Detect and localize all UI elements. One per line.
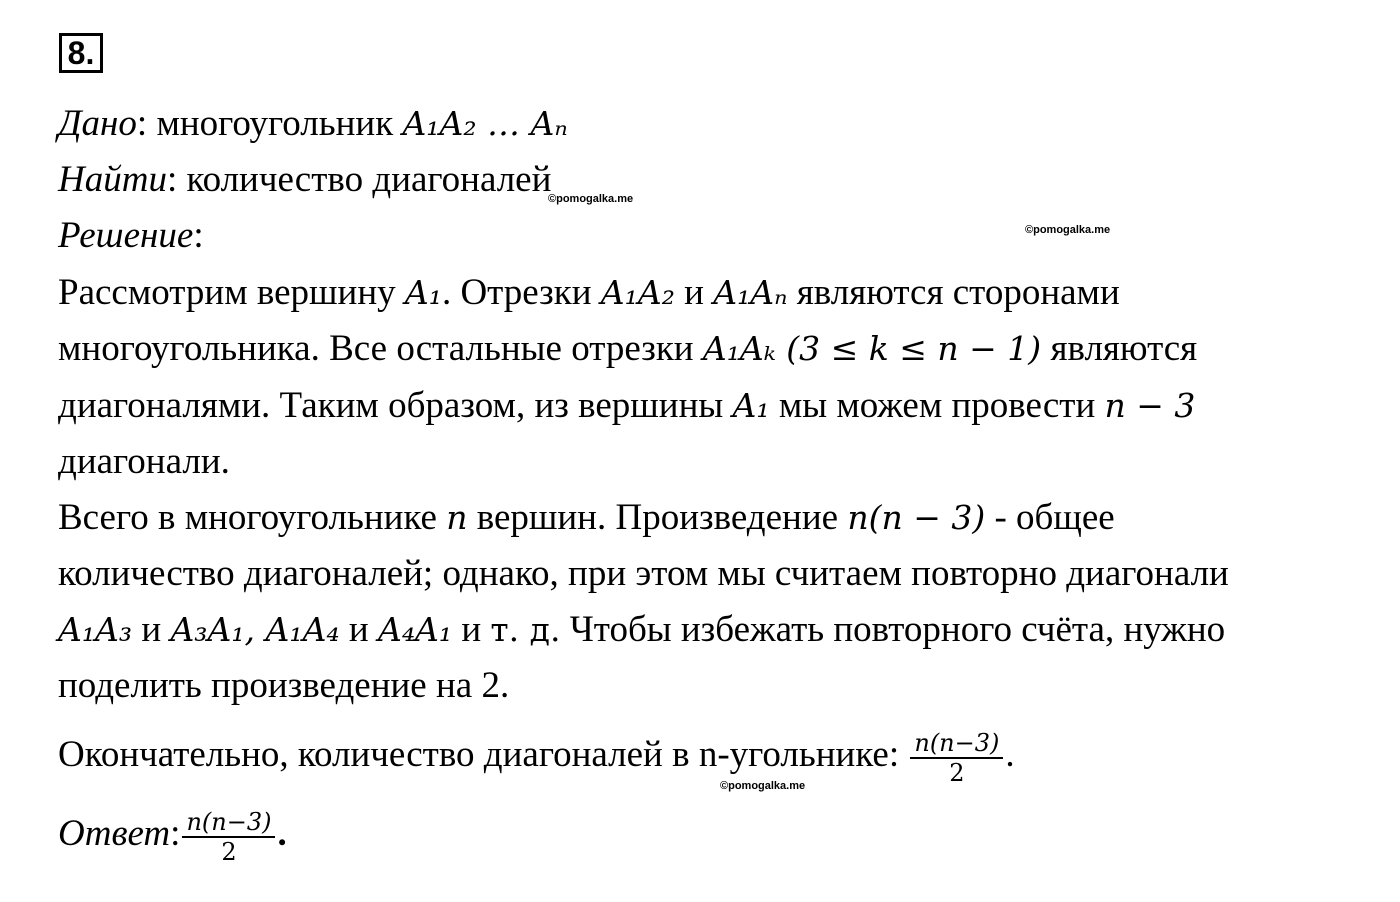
- given-text: многоугольник: [147, 103, 403, 144]
- conclusion-fraction: $\frac{n(n-3)}{2}$: [910, 729, 1003, 787]
- para2-line4: поделить произведение на 2.: [58, 665, 510, 706]
- watermark: ©pomogalka.me: [548, 193, 634, 205]
- para1-line3: диагоналями. Таким образом, из вершины A₁ мы можем провести n − 3: [58, 385, 1196, 426]
- given-line: Дано: многоугольник A₁A₂ … Aₙ: [58, 103, 568, 144]
- answer-label: Ответ: [58, 813, 171, 854]
- para2-line3: A₁A₃ и A₃A₁, A₁A₄ и A₄A₁ и т. д. Чтобы избежать повторного счёта, нужно: [58, 609, 1226, 650]
- watermark: ©pomogalka.me: [720, 780, 806, 792]
- find-line: Найти: количество диагоналей: [58, 159, 552, 200]
- find-label: Найти: [58, 159, 167, 200]
- watermark: ©pomogalka.me: [1025, 224, 1111, 236]
- para1-line2: многоугольника. Все остальные отрезки A₁Aₖ (3 ≤ k ≤ n − 1) являются: [58, 328, 1198, 369]
- find-text: количество диагоналей: [177, 159, 552, 200]
- para2-line2: количество диагоналей; однако, при этом мы считаем повторно диагонали: [58, 553, 1229, 594]
- para1-line4: диагонали.: [58, 441, 230, 482]
- answer-line: Ответ: $\frac{n(n-3)}{2}$ .: [58, 807, 287, 866]
- given-label: Дано: [58, 103, 137, 144]
- problem-number: 8.: [59, 33, 103, 73]
- para1-line1: Рассмотрим вершину A₁. Отрезки A₁A₂ и A₁Aₙ являются сторонами: [58, 272, 1120, 313]
- conclusion-line: Окончательно, количество диагоналей в n-угольнике: $\frac{n(n-3)}{2}$ .: [58, 728, 1015, 787]
- solution-line: Решение:: [58, 215, 204, 256]
- given-math: A₁A₂ … Aₙ: [402, 104, 568, 143]
- solution-label: Решение: [58, 215, 194, 256]
- answer-fraction: $\frac{n(n-3)}{2}$: [182, 808, 275, 866]
- para2-line1: Всего в многоугольнике n вершин. Произведение n(n − 3) - общее: [58, 497, 1115, 538]
